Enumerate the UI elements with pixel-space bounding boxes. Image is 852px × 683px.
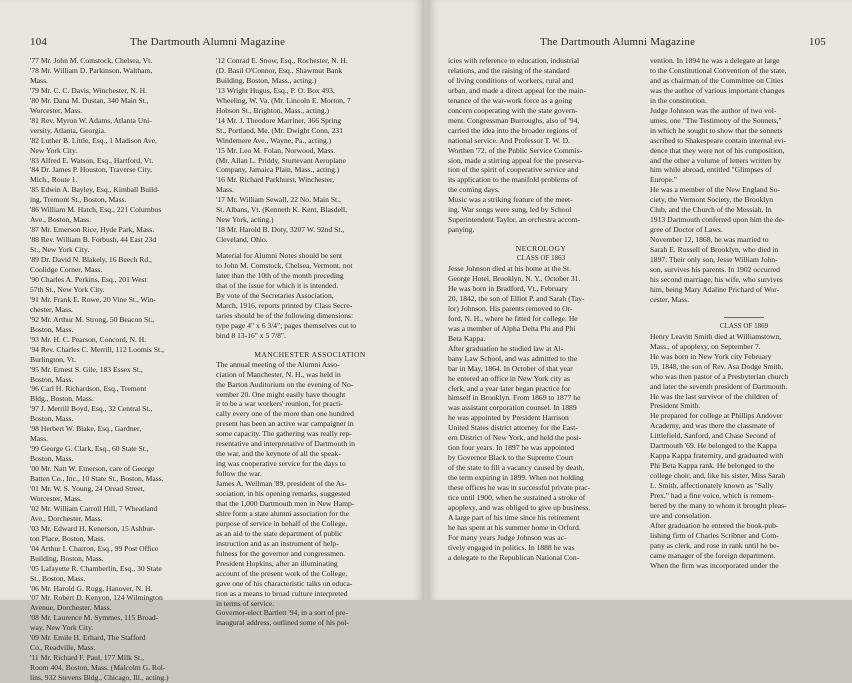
text-line: in the constitution. xyxy=(650,95,707,105)
left-journal-title: The Dartmouth Alumni Magazine xyxy=(130,36,286,48)
text-line: '95 Mr. Ernest S. Gile, 183 Essex St., xyxy=(30,364,143,374)
text-line: James A. Wellman '89, president of the As- xyxy=(216,479,347,489)
right-page-number: 105 xyxy=(808,36,826,48)
text-line: tively engaged in politics. In 1888 he was xyxy=(448,542,575,552)
text-line: '81 Rev. Myron W. Adams, Atlanta Uni- xyxy=(30,115,152,125)
text-line: came manager of the foreign department. xyxy=(650,550,776,560)
text-line: '11 Mr. Richard F. Paul, 177 Milk St., xyxy=(30,653,144,663)
text-line: '07 Mr. Robert D. Kenyon, 124 Wilmington xyxy=(30,593,163,603)
text-line: Material for Alumni Notes should be sent xyxy=(216,251,343,261)
text-line: some capacity. The gathering was really rep- xyxy=(216,429,352,439)
text-line: '83 Alfred E. Watson, Esq., Hartford, Vt. xyxy=(30,155,154,165)
paragraph-gap xyxy=(448,235,634,241)
class-subheading: CLASS OF 1863 xyxy=(516,254,566,263)
text-line: '04 Arthur I. Charron, Esq., 99 Post Office xyxy=(30,543,159,553)
text-line: and as chairman of the Committee on Cities xyxy=(650,75,784,85)
text-line: George Hotel, Brooklyn, N. Y., October 31. xyxy=(448,274,581,284)
left-page xyxy=(0,0,424,683)
text-line: ing. War songs were sung, led by School xyxy=(448,205,572,215)
text-line: ment. Congressman Burroughs, also of '94, xyxy=(448,115,580,125)
text-line: pany as clerk, and rose in rank until he be- xyxy=(650,540,780,550)
right-page-column-2 xyxy=(650,56,838,596)
text-line: Wheeling, W. Va. (Mr. Lincoln E. Morton, 7 xyxy=(216,95,351,105)
text-line: A large part of his time since his retirement xyxy=(448,512,580,522)
text-line: '05 Lafayette R. Chamberlin, Esq., 30 State xyxy=(30,563,162,573)
text-line: clerk, and a year later began practice for xyxy=(448,383,571,393)
text-line: he has spent at his summer home in Orford. xyxy=(448,522,581,532)
text-line: Beta Kappa. xyxy=(448,333,486,343)
text-line: ton Place, Boston, Mass. xyxy=(30,533,106,543)
text-line: He was a member of the New England So- xyxy=(650,185,780,195)
text-line: ing was cooperative service for the days to xyxy=(216,459,346,469)
text-line: was assistant corporation counsel. In 1889 xyxy=(448,403,577,413)
text-line: that the 1,000 Dartmouth men in New Hamp- xyxy=(216,498,355,508)
text-line: Building, Boston, Mass. xyxy=(30,553,104,563)
text-line: Dartmouth '69. He belonged to the Kappa xyxy=(650,441,777,451)
text-line: umes, one "The Testimony of the Sonnets," xyxy=(650,115,782,125)
text-line: Mich., Route 1. xyxy=(30,175,78,185)
text-line: Worcester, Mass. xyxy=(30,493,83,503)
text-line: bany Law School, and was admitted to the xyxy=(448,353,578,363)
text-line: tion as a means to broad culture interpreted xyxy=(216,588,348,598)
text-line: Co., Readville, Mass. xyxy=(30,643,96,653)
text-line: Jesse Johnson died at his home at the St. xyxy=(448,264,571,274)
text-line: '89 Dr. David N. Blakely, 16 Beech Rd., xyxy=(30,255,152,265)
text-line: Judge Johnson was the author of two vol- xyxy=(650,105,777,115)
text-line: Music was a striking feature of the meet- xyxy=(448,195,573,205)
text-line: was a member of Alpha Delta Phi and Phi xyxy=(448,323,576,333)
text-line: vention. In 1894 he was a delegate at large xyxy=(650,56,780,65)
text-line: New York, acting.) xyxy=(216,215,274,225)
text-line: By vote of the Secretaries Association, xyxy=(216,290,334,300)
class-subheading: CLASS OF 1869 xyxy=(719,321,769,330)
text-line: After graduation he entered the book-pub- xyxy=(650,520,779,530)
text-line: '18 Mr. Harold B. Doty, 3207 W. 92nd St., xyxy=(216,225,345,235)
right-running-head xyxy=(478,36,826,52)
text-line: tion of the spirit of cooperative service and xyxy=(448,165,579,175)
text-line: Windemere Ave., Wayne, Pa., acting.) xyxy=(216,135,332,145)
text-line: Governor-elect Bartlett '94, in a sort of pre- xyxy=(216,608,348,618)
text-line: '91 Mr. Frank E. Rowe, 20 Vine St., Win- xyxy=(30,294,156,304)
text-line: '80 Mr. Dana M. Dustan, 340 Main St., xyxy=(30,95,149,105)
text-line: He was born in Bradford, Vt., February xyxy=(448,283,568,293)
text-line: (D. Basil O'Connor, Esq., Shawmut Bank xyxy=(216,65,343,75)
text-line: St., New York City. xyxy=(30,245,90,255)
text-line: March, 1916, reports printed by Class Secre- xyxy=(216,300,353,310)
text-line: the Barton Auditorium on the evening of No- xyxy=(216,379,354,389)
text-line: 19, 1848, the son of Rev. Asa Dodge Smith, xyxy=(650,361,784,371)
text-line: The annual meeting of the Alumni Asso- xyxy=(216,359,340,369)
text-line: tice until 1900, when he sustained a stroke of xyxy=(448,492,586,502)
text-line: who was then pastor of a Presbyterian church xyxy=(650,371,789,381)
text-line: instruction and as an instrument of help- xyxy=(216,538,339,548)
text-line: a delegate to the Republican National Con- xyxy=(448,552,580,562)
text-line: Burlington, Vt. xyxy=(30,354,77,364)
text-line: Bldg., Boston, Mass. xyxy=(30,394,94,404)
text-line: and later the seventh president of Dartmouth. xyxy=(650,381,788,391)
text-line: later than the 10th of the month preceding xyxy=(216,271,344,281)
text-line: '08 Mr. Laurence M. Symmes, 115 Broad- xyxy=(30,613,159,623)
text-line: Boston, Mass. xyxy=(30,374,74,384)
text-line: concern cooperating with the state govern- xyxy=(448,105,578,115)
text-line: President Smith. xyxy=(650,401,701,411)
text-line: carried the idea into the broader regions of xyxy=(448,125,578,135)
section-heading: MANCHESTER ASSOCIATION xyxy=(254,349,366,359)
text-line: Mass. xyxy=(30,75,48,85)
text-line: the term expiring in 1899. When not holding xyxy=(448,473,584,483)
text-line: of living conditions of workers, rural and xyxy=(448,75,574,85)
text-line: L. Smith, affectionately known as "Sally xyxy=(650,481,774,491)
text-line: and the other a volume of letters written by xyxy=(650,155,782,165)
text-line: ern District of New York, and held the posi- xyxy=(448,433,582,443)
text-line: ascribed to Shakespeare contain internal evi- xyxy=(650,135,786,145)
text-line: '00 Mr. Natt W. Emerson, care of George xyxy=(30,464,155,474)
text-line: Cleveland, Ohio. xyxy=(216,235,268,245)
text-line: bar in May, 1864. In October of that year xyxy=(448,363,573,373)
text-line: Boston, Mass. xyxy=(30,454,74,464)
text-line: '97 J. Merrill Boyd, Esq., 32 Central St., xyxy=(30,404,153,414)
text-line: '86 William M. Hatch, Esq., 221 Columbus xyxy=(30,205,162,215)
text-line: '78 Mr. William D. Parkinson, Waltham, xyxy=(30,65,153,75)
text-line: that of the issue for which it is intended. xyxy=(216,280,339,290)
text-line: '79 Mr. C. C. Davis, Winchester, N. H. xyxy=(30,85,148,95)
right-page xyxy=(428,0,852,600)
text-line: son, survives his parents. In 1902 occurred xyxy=(650,265,780,275)
text-line: Company, Jamaica Plain, Mass., acting.) xyxy=(216,165,340,175)
text-line: ciation of Manchester, N. H., was held in xyxy=(216,369,341,379)
text-line: these offices he was in successful private prac- xyxy=(448,483,591,493)
text-line: fulness for the governor and congressmen. xyxy=(216,548,346,558)
text-line: bered by the many to whom it brought pleas- xyxy=(650,500,787,510)
text-line: '84 Dr. James P. Houston, Traverse City, xyxy=(30,165,152,175)
text-line: Room 404, Boston, Mass. (Malcolm G. Rol- xyxy=(30,663,166,673)
text-line: Academy, and was there the classmate of xyxy=(650,421,775,431)
text-line: '09 Mr. Emile H. Erhard, The Stafford xyxy=(30,633,146,643)
text-line: He was the last survivor of the children of xyxy=(650,391,778,401)
text-line: For many years Judge Johnson was ac- xyxy=(448,532,567,542)
text-line: November 12, 1868, he was married to xyxy=(650,235,769,245)
text-line: Europe." xyxy=(650,175,677,185)
text-line: '93 Mr. H. C. Pearson, Concord, N. H. xyxy=(30,334,147,344)
text-line: by Governor Black to the Supreme Court xyxy=(448,453,574,463)
text-line: national service. And Professor T. W. D. xyxy=(448,135,571,145)
section-rule xyxy=(724,317,764,318)
text-line: lins, 932 Stevens Bldg., Chicago, Ill., acting.) xyxy=(30,673,169,683)
text-line: Mass. xyxy=(30,434,48,444)
right-page-column-1 xyxy=(448,56,634,596)
text-line: relations, and the raising of the standard xyxy=(448,65,570,75)
text-line: '88 Rev. William B. Forbush, 44 East 23d xyxy=(30,235,157,245)
text-line: '82 Luther B. Little, Esq., 1 Madison Ave, xyxy=(30,135,157,145)
text-line: ford, N. H., where he fitted for college. He xyxy=(448,313,578,323)
left-page-column-2 xyxy=(216,56,404,628)
text-line: the coming days. xyxy=(448,185,500,195)
right-journal-title: The Dartmouth Alumni Magazine xyxy=(540,36,696,48)
text-line: '92 Mr. Arthur M. Strong, 50 Beacon St., xyxy=(30,314,155,324)
text-line: '14 Mr. J. Theodore Marriner, 366 Spring xyxy=(216,115,342,125)
text-line: type page 4" x 6 3/4"; pages themselves cut to xyxy=(216,320,357,330)
text-line: Worcester, Mass. xyxy=(30,105,83,115)
text-line: as an aid to the state department of public xyxy=(216,528,343,538)
text-line: '85 Edwin A. Bayley, Esq., Kimball Build- xyxy=(30,185,160,195)
text-line: it to be a war workers' reunion, for practi- xyxy=(216,399,343,409)
text-line: gree of Doctor of Laws. xyxy=(650,225,723,235)
text-line: (Mr. Allan L. Priddy, Sturtevant Aeroplane xyxy=(216,155,346,165)
text-line: lishing firm of Charles Scribner and Com- xyxy=(650,530,779,540)
text-line: he was appointed by President Harrison xyxy=(448,413,569,423)
left-running-head xyxy=(30,36,400,52)
text-line: Boston, Mass. xyxy=(30,324,74,334)
text-line: ciety, the Vermont Society, the Brooklyn xyxy=(650,195,774,205)
text-line: college choir, and, like his sister, Miss Sarah xyxy=(650,471,786,481)
text-line: '02 Mr. William Carroll Hill, 7 Wheatland xyxy=(30,503,158,513)
text-line: urban, and made a direct appeal for the main- xyxy=(448,85,587,95)
text-line: he entered an office in New York city as xyxy=(448,373,570,383)
text-line: account of the present work of the College, xyxy=(216,568,348,578)
text-line: '17 Mr. William Sewall, 22 No. Main St., xyxy=(216,195,341,205)
text-line: Coolidge Corner, Mass. xyxy=(30,265,103,275)
text-line: Boston, Mass. xyxy=(30,414,74,424)
text-line: '01 Mr. W. S. Young, 24 Oread Street, xyxy=(30,483,145,493)
section-heading: NECROLOGY xyxy=(515,244,567,254)
text-line: cally every one of the more than one hundred xyxy=(216,409,354,419)
text-line: Worthen '72, of the Public Service Commis- xyxy=(448,145,583,155)
text-line: chester, Mass. xyxy=(30,304,73,314)
text-line: to John M. Comstock, Chelsea, Vermont, not xyxy=(216,261,353,271)
text-line: He was born in New York city February xyxy=(650,351,772,361)
text-line: the war, and the keynote of all the speak- xyxy=(216,449,341,459)
text-line: shire form a state alumni association for the xyxy=(216,508,350,518)
text-line: Club, and the Church of the Messiah. In xyxy=(650,205,772,215)
text-line: '96 Carl H. Richardson, Esq., Tremont xyxy=(30,384,147,394)
text-line: President Hopkins, after an illuminating xyxy=(216,558,338,568)
text-line: '94 Rev. Charles C. Merrill, 112 Loomis St., xyxy=(30,344,164,354)
text-line: cester, Mass. xyxy=(650,294,690,304)
text-line: bind 8 13-16" x 5 7/8". xyxy=(216,330,286,340)
text-line: follow the war. xyxy=(216,469,262,479)
text-line: Superintendent Taylor, an orchestra accom- xyxy=(448,215,581,225)
text-line: Prex," had a fine voice, which is remem- xyxy=(650,491,774,501)
text-line: When the firm was incorporated under the xyxy=(650,560,779,570)
paragraph-gap xyxy=(216,341,404,347)
left-page-number: 104 xyxy=(30,36,48,48)
text-line: Kappa Kappa fraternity, and graduated with xyxy=(650,451,784,461)
text-line: Hobson St., Brighton, Mass., acting.) xyxy=(216,105,330,115)
text-line: '12 Conrad E. Snow, Esq., Rochester, N. H. xyxy=(216,56,348,65)
text-line: dence that they were not of his composition, xyxy=(650,145,785,155)
text-line: 20, 1842, the son of Elliot P. and Sarah (Tay- xyxy=(448,293,585,303)
text-line: tenance of the war-work force as a going xyxy=(448,95,573,105)
text-line: Sarah E. Russell of Brooklyn, who died in xyxy=(650,245,779,255)
text-line: He prepared for college at Phillips Andover xyxy=(650,411,783,421)
text-line: Mass. xyxy=(216,185,234,195)
text-line: Littlefield, Sanford, and Chase Second of xyxy=(650,431,776,441)
text-line: '77 Mr. John M. Comstock, Chelsea, Vt. xyxy=(30,56,153,65)
text-line: himself in Brooklyn. From 1869 to 1877 he xyxy=(448,393,581,403)
text-line: Henry Leavitt Smith died at Williamstown, xyxy=(650,331,782,341)
text-line: Batten Co., Inc., 10 State St., Boston, Mass. xyxy=(30,474,164,484)
text-line: '06 Mr. Harold G. Rugg, Hanover, N. H. xyxy=(30,583,153,593)
text-line: '98 Herbert W. Blake, Esq., Gardner, xyxy=(30,424,142,434)
text-line: '99 George G. Clark, Esq., 60 State St., xyxy=(30,444,149,454)
text-line: resentative and interpretative of Dartmouth in xyxy=(216,439,355,449)
text-line: St., Boston, Mass. xyxy=(30,573,86,583)
text-line: of the state to fill a vacancy caused by death, xyxy=(448,463,585,473)
text-line: present has been an active war campaigner in xyxy=(216,419,354,429)
text-line: 57th St., New York City. xyxy=(30,284,105,294)
text-line: St. Albans, Vt. (Kenneth K. Kent, Blasdell, xyxy=(216,205,348,215)
text-line: Mass., of apoplexy, on September 7. xyxy=(650,341,761,351)
text-line: his second marriage, his wife, who survives xyxy=(650,274,783,284)
text-line: New York City. xyxy=(30,145,78,155)
text-line: sion, made a stirring appeal for the preserva- xyxy=(448,155,584,165)
text-line: ure and consolation. xyxy=(650,510,712,520)
left-page-column-1 xyxy=(30,56,210,683)
text-line: '87 Mr. Emerson Rice, Hyde Park, Mass. xyxy=(30,225,155,235)
text-line: Ave., Boston, Mass. xyxy=(30,215,92,225)
text-line: '16 Mr. Richard Parkhurst, Winchester, xyxy=(216,175,335,185)
text-line: Avenue, Dorchester, Mass. xyxy=(30,603,112,613)
text-line: 1897. Their only son, Jesse William John- xyxy=(650,255,778,265)
text-line: Building, Boston, Mass., acting.) xyxy=(216,75,317,85)
text-line: him, being Mary Adaline Prichard of Wor- xyxy=(650,284,780,294)
text-line: taries should be of the following dimensions: xyxy=(216,310,354,320)
text-line: panying. xyxy=(448,225,475,235)
text-line: gave one of his characteristic talks on educa- xyxy=(216,578,353,588)
paragraph-gap xyxy=(650,305,838,311)
text-line: purpose of service in behalf of the College, xyxy=(216,518,348,528)
text-line: '90 Charles A. Perkins, Esq., 201 West xyxy=(30,274,147,284)
text-line: him while abroad, entitled "Glimpses of xyxy=(650,165,772,175)
text-line: 1913 Dartmouth conferred upon him the de- xyxy=(650,215,785,225)
text-line: was the author of various important changes xyxy=(650,85,785,95)
text-line: St., Portland, Me. (Mr. Dwight Conn, 231 xyxy=(216,125,343,135)
text-line: tion four years. In 1897 he was appointed xyxy=(448,443,575,453)
text-line: Ave., Dorchester, Mass. xyxy=(30,513,103,523)
text-line: in which he sought to show that the sonnets xyxy=(650,125,783,135)
text-line: lor) Johnson. His parents removed to Or- xyxy=(448,303,573,313)
text-line: in terms of service. xyxy=(216,598,275,608)
text-line: its application to the manifold problems of xyxy=(448,175,578,185)
text-line: apoplexy, and was obliged to give up business. xyxy=(448,502,591,512)
text-line: vember 20. One might easily have thought xyxy=(216,389,346,399)
text-line: way, New York City. xyxy=(30,623,94,633)
text-line: After graduation he studied law at Al- xyxy=(448,343,564,353)
text-line: icies with reference to education, industrial xyxy=(448,56,580,65)
text-line: sociation, in his opening remarks, suggested xyxy=(216,489,351,499)
text-line: ing, Tremont St., Boston, Mass. xyxy=(30,195,127,205)
text-line: versity, Atlanta, Georgia. xyxy=(30,125,106,135)
text-line: United States district attorney for the East- xyxy=(448,423,578,433)
text-line: '15 Mr. Leo M. Folan, Norwood, Mass. xyxy=(216,145,336,155)
text-line: inaugural address, outlined some of his pol- xyxy=(216,618,350,628)
text-line: Phi Beta Kappa rank. He belonged to the xyxy=(650,461,775,471)
text-line: '13 Wright Hugus, Esq., P. O. Box 493, xyxy=(216,85,335,95)
text-line: '03 Mr. Edward H. Kenerson, 15 Ashbur- xyxy=(30,523,156,533)
text-line: to the Constitutional Convention of the state, xyxy=(650,65,787,75)
